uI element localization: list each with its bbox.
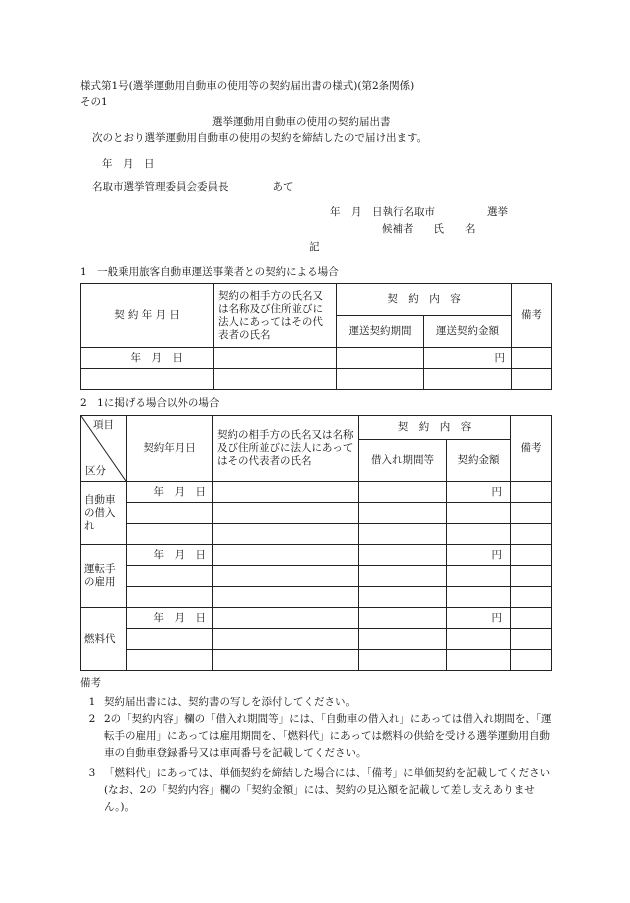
note-number: 1 xyxy=(88,696,96,708)
s2-header-period: 借入れ期間等 xyxy=(359,440,447,482)
s1-row1-amount[interactable]: 円 xyxy=(424,348,512,369)
s2-driver-amount[interactable]: 円 xyxy=(447,545,511,566)
table-cell[interactable] xyxy=(359,587,447,608)
table-cell[interactable] xyxy=(447,650,511,671)
table-cell[interactable] xyxy=(213,566,359,587)
table-row xyxy=(81,650,552,671)
section1-table xyxy=(80,283,552,390)
s2-driver-period[interactable] xyxy=(359,545,447,566)
notes-heading: 備考 xyxy=(80,677,101,689)
table-cell[interactable] xyxy=(511,587,552,608)
s1-row1-period[interactable] xyxy=(337,348,424,369)
s2-driver-date[interactable]: 年 月 日 xyxy=(127,545,213,566)
section1-heading: 1 一般乗用旅客自動車運送事業者との契約による場合 xyxy=(80,266,339,278)
note-text: 2の「契約内容」欄の「借入れ期間等」には、「自動車の借入れ」にあっては借入れ期間を、「運転手の雇用」にあっては雇用期間を、「燃料代」にあっては燃料の供給を受ける選挙運動用自動車の自動車登録番号又は車両番号を記載してください。 xyxy=(104,713,552,759)
s2-fuel-amount[interactable]: 円 xyxy=(447,608,511,629)
candidate-label: 候補者 xyxy=(382,223,414,235)
intro-text: 次のとおり選挙運動用自動車の使用の契約を締結したので届け出ます。 xyxy=(92,132,428,144)
table-row xyxy=(81,348,552,369)
s1-row1-date[interactable]: 年 月 日 xyxy=(81,348,214,369)
note-item xyxy=(80,694,560,711)
table-row xyxy=(81,608,552,629)
s1-header-party: 契約の相手方の氏名又は名称及び住所並びに法人にあってはその代表者の氏名 xyxy=(214,284,337,348)
s1-row1-party[interactable] xyxy=(214,348,337,369)
s2-driver-remarks[interactable] xyxy=(511,545,552,566)
table-cell[interactable] xyxy=(213,524,359,545)
s2-header-category: 区分 xyxy=(85,465,106,477)
table-cell[interactable] xyxy=(359,503,447,524)
s2-fuel-period[interactable] xyxy=(359,608,447,629)
s1-header-amount: 運送契約金額 xyxy=(424,316,512,348)
table-cell[interactable] xyxy=(359,629,447,650)
s2-vehicle-party[interactable] xyxy=(213,482,359,503)
table-cell[interactable] xyxy=(127,629,213,650)
s2-header-date: 契約年月日 xyxy=(127,416,213,482)
s2-vehicle-date[interactable]: 年 月 日 xyxy=(127,482,213,503)
s2-fuel-date[interactable]: 年 月 日 xyxy=(127,608,213,629)
table-cell[interactable] xyxy=(213,650,359,671)
table-row xyxy=(81,503,552,524)
table-cell[interactable] xyxy=(213,503,359,524)
table-row xyxy=(81,524,552,545)
table-cell[interactable] xyxy=(447,503,511,524)
form-subnumber: その1 xyxy=(80,96,108,108)
table-cell[interactable] xyxy=(447,524,511,545)
table-cell[interactable] xyxy=(127,650,213,671)
addressee xyxy=(92,180,294,194)
s1-row2-remarks[interactable] xyxy=(512,369,552,390)
table-cell[interactable] xyxy=(359,566,447,587)
section2-heading: 2 1に掲げる場合以外の場合 xyxy=(80,397,220,409)
table-cell[interactable] xyxy=(511,629,552,650)
table-cell[interactable] xyxy=(447,566,511,587)
table-cell[interactable] xyxy=(511,524,552,545)
s1-row2-party[interactable] xyxy=(214,369,337,390)
s2-vehicle-period[interactable] xyxy=(359,482,447,503)
s2-header-diagonal xyxy=(81,416,127,482)
s2-group-label-fuel: 燃料代 xyxy=(81,608,127,671)
s2-driver-party[interactable] xyxy=(213,545,359,566)
note-text: 契約届出書には、契約書の写しを添付してください。 xyxy=(104,696,356,708)
s2-group-label-vehicle: 自動車の借入れ xyxy=(81,482,127,545)
table-cell[interactable] xyxy=(127,503,213,524)
s2-header-party: 契約の相手方の氏名又は名称及び住所並びに法人にあってはその代表者の氏名 xyxy=(213,416,359,482)
note-number: 3 xyxy=(88,767,96,779)
table-cell[interactable] xyxy=(359,524,447,545)
table-cell[interactable] xyxy=(213,587,359,608)
table-row xyxy=(81,545,552,566)
note-text: 「燃料代」にあっては、単価契約を締結した場合には、「備考」に単価契約を記載してください(なお、2の「契約内容」欄の「契約金額」には、契約の見込額を記載して差し支えありません。)。 xyxy=(104,767,551,813)
candidate-name-label: 氏 名 xyxy=(433,223,476,235)
table-row xyxy=(81,566,552,587)
table-cell[interactable] xyxy=(511,503,552,524)
table-cell[interactable] xyxy=(511,566,552,587)
note-number: 2 xyxy=(88,713,96,725)
election-suffix: 選挙 xyxy=(487,206,508,218)
s1-header-date: 契 約 年 月 日 xyxy=(81,284,214,348)
section2-table xyxy=(80,415,552,671)
s1-row1-remarks[interactable] xyxy=(512,348,552,369)
addressee-suffix: あて xyxy=(272,181,294,193)
s2-header-remarks: 備考 xyxy=(511,416,552,482)
table-row xyxy=(81,369,552,390)
table-row xyxy=(81,587,552,608)
s2-vehicle-remarks[interactable] xyxy=(511,482,552,503)
s1-row2-amount[interactable] xyxy=(424,369,512,390)
s1-header-content: 契 約 内 容 xyxy=(337,284,512,316)
candidate-line xyxy=(382,222,476,236)
table-cell[interactable] xyxy=(127,566,213,587)
election-line xyxy=(330,205,508,219)
document-title: 選挙運動用自動車の使用の契約届出書 xyxy=(212,116,391,128)
s1-header-remarks: 備考 xyxy=(512,284,552,348)
form-designation: 様式第1号(選挙運動用自動車の使用等の契約届出書の様式)(第2条関係) xyxy=(80,80,415,92)
table-cell[interactable] xyxy=(213,629,359,650)
submission-date: 年 月 日 xyxy=(102,158,155,170)
table-cell[interactable] xyxy=(127,587,213,608)
s2-fuel-remarks[interactable] xyxy=(511,608,552,629)
s2-header-content: 契 約 内 容 xyxy=(359,416,511,440)
table-cell[interactable] xyxy=(511,650,552,671)
s1-row2-period[interactable] xyxy=(337,369,424,390)
table-cell[interactable] xyxy=(127,524,213,545)
ki-marker: 記 xyxy=(309,241,320,253)
s1-header-period: 運送契約期間 xyxy=(337,316,424,348)
s2-vehicle-amount[interactable]: 円 xyxy=(447,482,511,503)
s2-header-amount: 契約金額 xyxy=(447,440,511,482)
s2-group-label-driver: 運転手の雇用 xyxy=(81,545,127,608)
s2-header-item: 項目 xyxy=(93,419,114,431)
note-item xyxy=(80,711,560,762)
table-cell[interactable] xyxy=(447,629,511,650)
addressee-name: 名取市選挙管理委員会委員長 xyxy=(92,181,229,193)
table-row xyxy=(81,482,552,503)
s2-fuel-party[interactable] xyxy=(213,608,359,629)
election-date: 年 月 日執行名取市 xyxy=(330,206,435,218)
table-cell[interactable] xyxy=(447,587,511,608)
s1-row2-date[interactable] xyxy=(81,369,214,390)
note-item xyxy=(80,765,560,816)
table-cell[interactable] xyxy=(359,650,447,671)
table-row xyxy=(81,629,552,650)
